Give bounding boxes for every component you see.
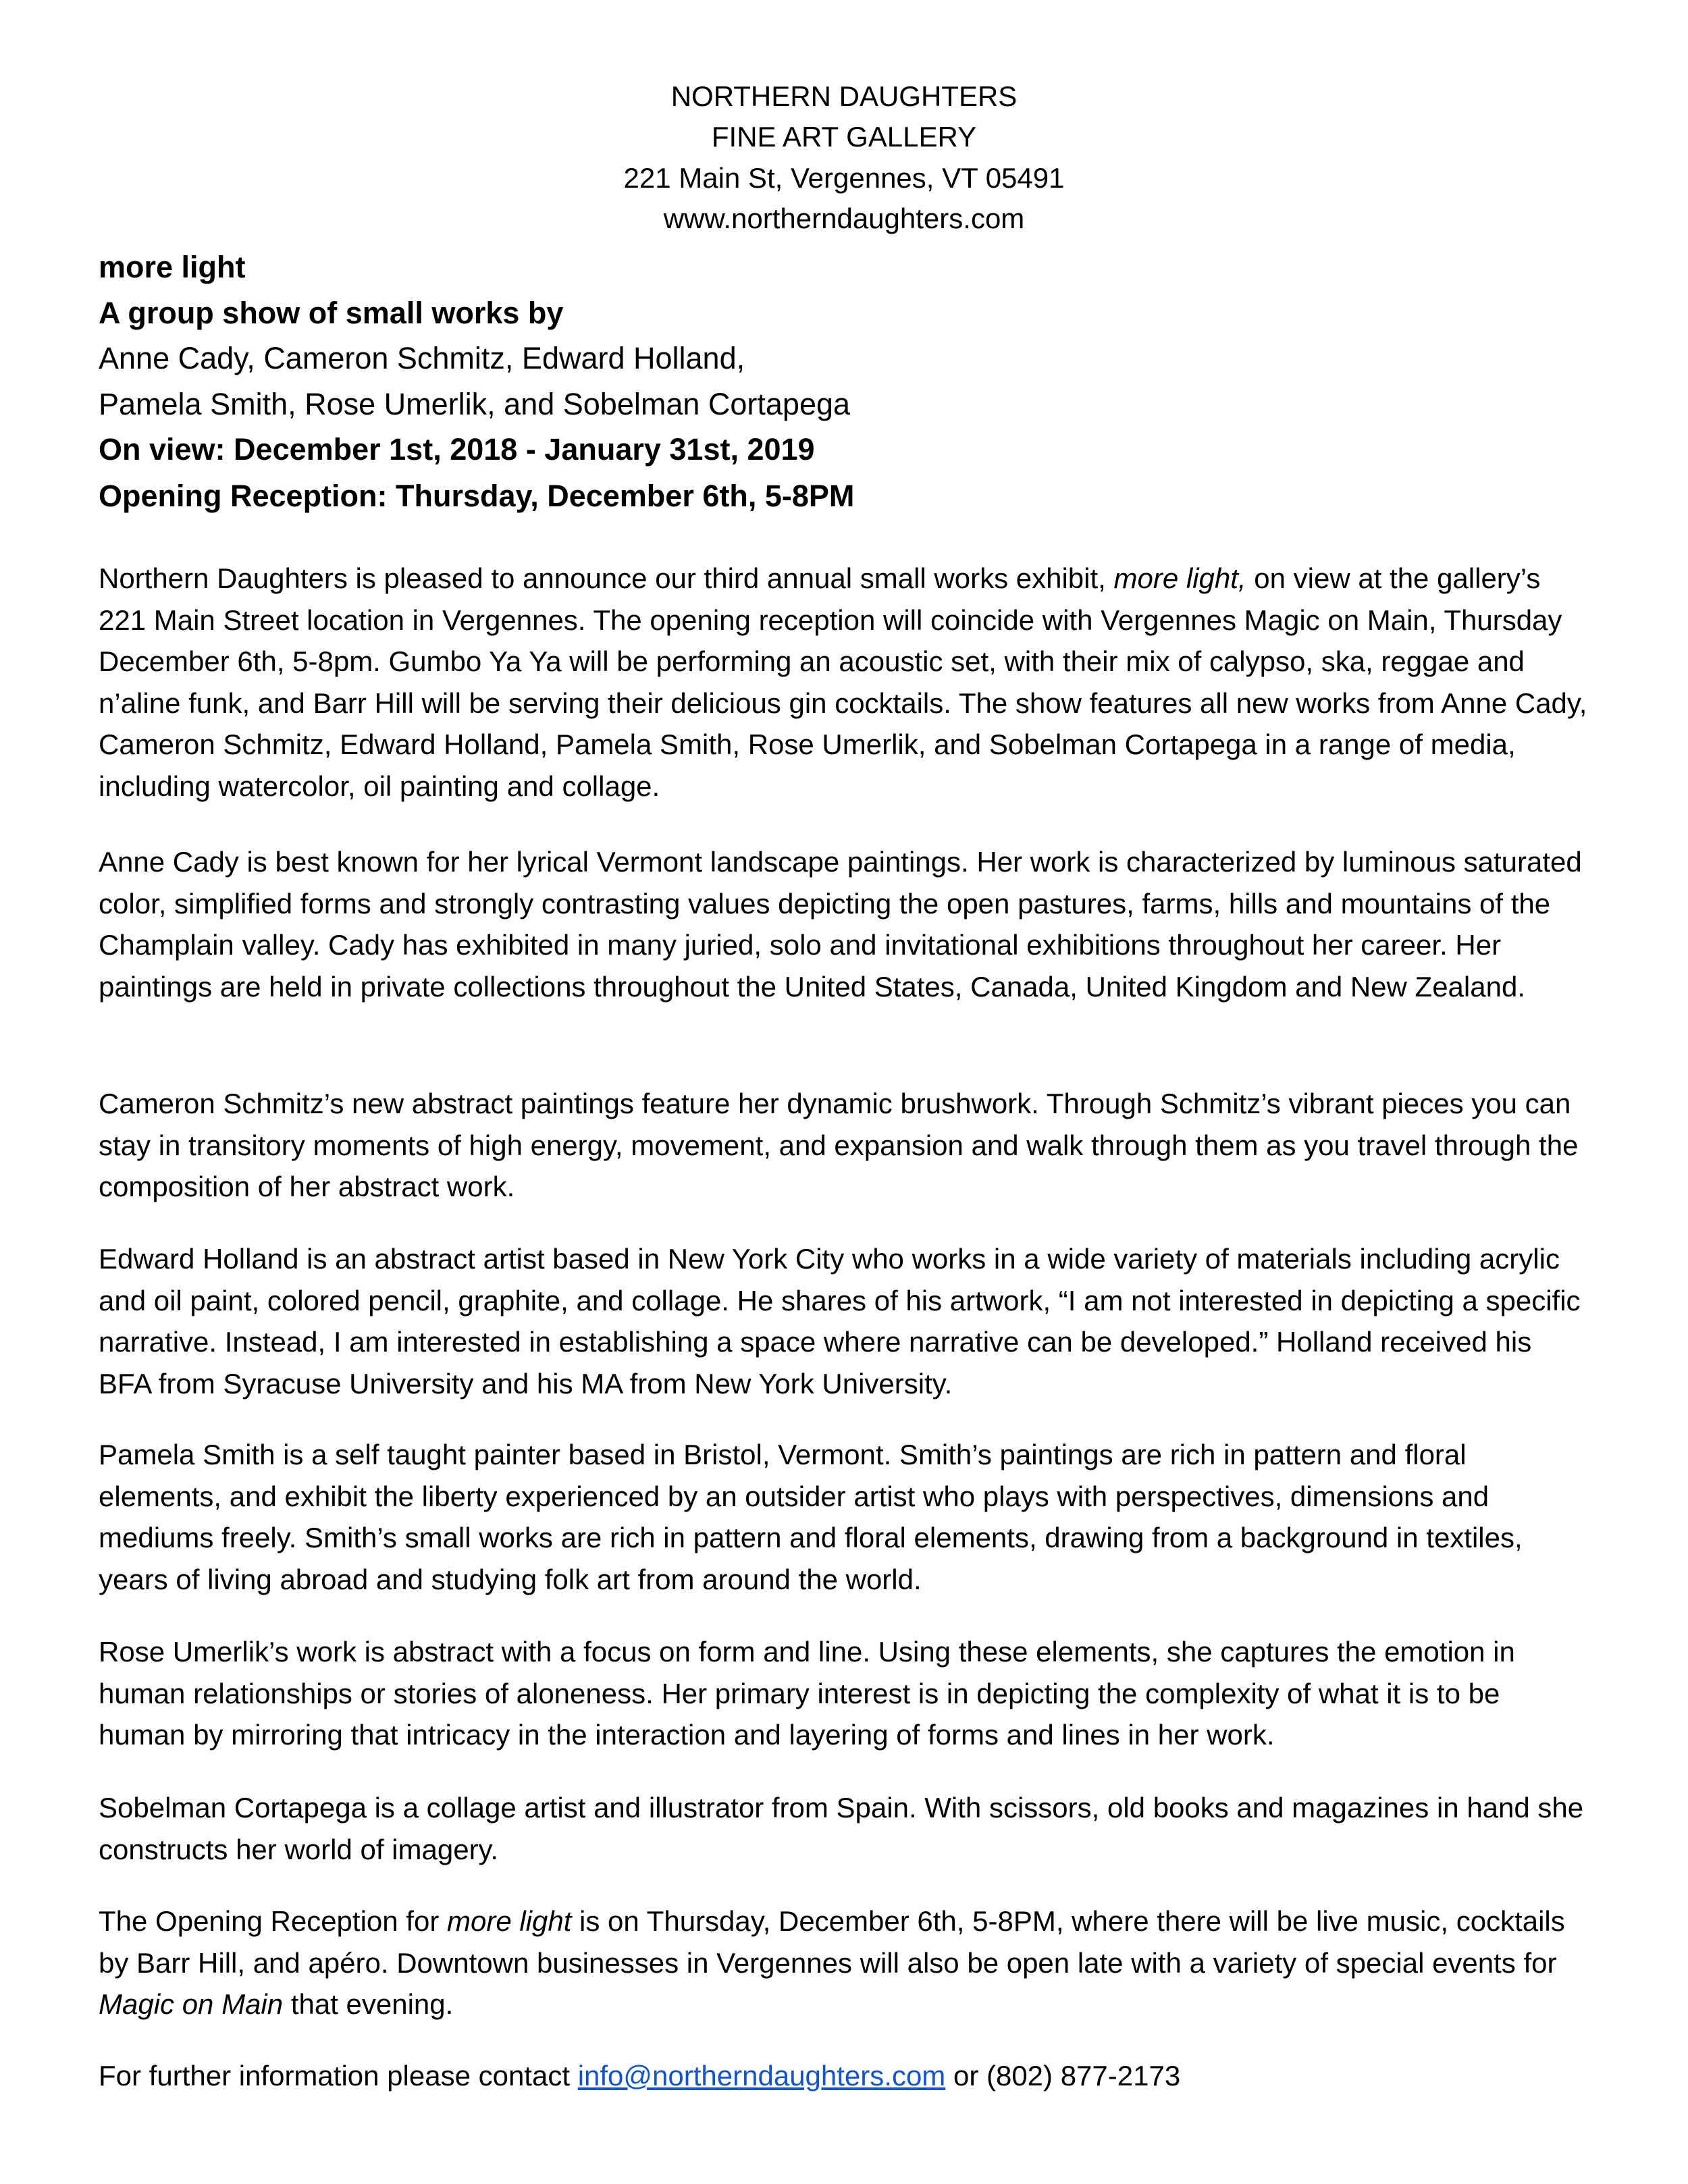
contact-email-link[interactable]: info@northerndaughters.com bbox=[577, 2060, 946, 2092]
intro-text-2: on view at the gallery’s 221 Main Street location in Vergennes. The opening reception will coincide with Vergennes Magic on Main, Thursday December 6th, 5-8pm. Gumbo Ya Ya will be performing an acoustic set, with their mix of calypso, ska, reggae and n’aline funk, and Barr Hill will be serving their delicious gin cocktails. The show features all new works from Anne Cady, Cameron Schmitz, Edward Holland, Pamela Smith, Rose Umerlik, and Sobelman Cortapega in a range of media, including watercolor, oil painting and collage. bbox=[99, 562, 1587, 802]
closing-text-2: is on Thursday, December 6th, 5-8PM, where there will be live music, cocktails by Barr Hill, and apéro. Downtown businesses in Vergennes will also be open late with a variety of special events for bbox=[99, 1905, 1565, 1979]
contact-phone: or (802) 877-2173 bbox=[945, 2060, 1181, 2092]
artists-line-1: Anne Cady, Cameron Schmitz, Edward Holland, bbox=[99, 341, 745, 375]
contact-paragraph bbox=[99, 2055, 1591, 2097]
schmitz-paragraph: Cameron Schmitz’s new abstract paintings feature her dynamic brushwork. Through Schmitz’s vibrant pieces you can stay in transitory moments of high energy, movement, and expansion and walk through them as you travel through the composition of her abstract work. bbox=[99, 1088, 1579, 1202]
intro-text-1: Northern Daughters is pleased to announce our third annual small works exhibit, bbox=[99, 562, 1114, 594]
cady-paragraph: Anne Cady is best known for her lyrical Vermont landscape paintings. Her work is characterized by luminous saturated color, simplified forms and strongly contrasting values depicting the open pastures, farms, hills and mountains of the Champlain valley. Cady has exhibited in many juried, solo and invitational exhibitions throughout her career. Her paintings are held in private collections throughout the United States, Canada, United Kingdom and New Zealand. bbox=[99, 846, 1582, 1003]
artists-line-2: Pamela Smith, Rose Umerlik, and Sobelman Cortapega bbox=[99, 387, 851, 421]
contact-text: For further information please contact bbox=[99, 2060, 578, 2092]
on-view-dates: On view: December 1st, 2018 - January 31st, 2019 bbox=[99, 432, 815, 467]
show-title: more light bbox=[99, 250, 246, 284]
gallery-type: FINE ART GALLERY bbox=[711, 121, 977, 153]
opening-reception: Opening Reception: Thursday, December 6th, 5-8PM bbox=[99, 479, 855, 513]
smith-paragraph: Pamela Smith is a self taught painter based in Bristol, Vermont. Smith’s paintings are rich in pattern and floral elements, and exhibit the liberty experienced by an outsider artist who plays with perspectives, dimensions and mediums freely. Smith’s small works are rich in pattern and floral elements, drawing from a background in textiles, years of living abroad and studying folk art from around the world. bbox=[99, 1439, 1523, 1595]
umerlik-paragraph: Rose Umerlik’s work is abstract with a focus on form and line. Using these elements, she captures the emotion in human relationships or stories of aloneness. Her primary interest is in depicting the complexity of what it is to be human by mirroring that intricacy in the interaction and layering of forms and lines in her work. bbox=[99, 1636, 1515, 1751]
gallery-website: www.northerndaughters.com bbox=[663, 203, 1025, 234]
closing-text-1: The Opening Reception for bbox=[99, 1905, 447, 1937]
holland-paragraph: Edward Holland is an abstract artist based in New York City who works in a wide variety of materials including acrylic and oil paint, colored pencil, graphite, and collage. He shares of his artwork, “I am not interested in depicting a specific narrative. Instead, I am interested in establishing a space where narrative can be developed.” Holland received his BFA from Syracuse University and his MA from New York University. bbox=[99, 1243, 1581, 1400]
closing-text-3: that evening. bbox=[283, 1988, 454, 2020]
cortapega-paragraph: Sobelman Cortapega is a collage artist and illustrator from Spain. With scissors, old books and magazines in hand she constructs her world of imagery. bbox=[99, 1792, 1584, 1865]
intro-show-title: more light, bbox=[1113, 562, 1246, 594]
closing-event-name: Magic on Main bbox=[99, 1988, 284, 2020]
closing-paragraph bbox=[99, 1900, 1591, 2025]
closing-show-title: more light bbox=[446, 1905, 572, 1937]
intro-paragraph bbox=[99, 558, 1591, 807]
show-subtitle: A group show of small works by bbox=[99, 296, 564, 330]
gallery-name: NORTHERN DAUGHTERS bbox=[670, 80, 1018, 112]
gallery-address: 221 Main St, Vergennes, VT 05491 bbox=[623, 162, 1065, 194]
